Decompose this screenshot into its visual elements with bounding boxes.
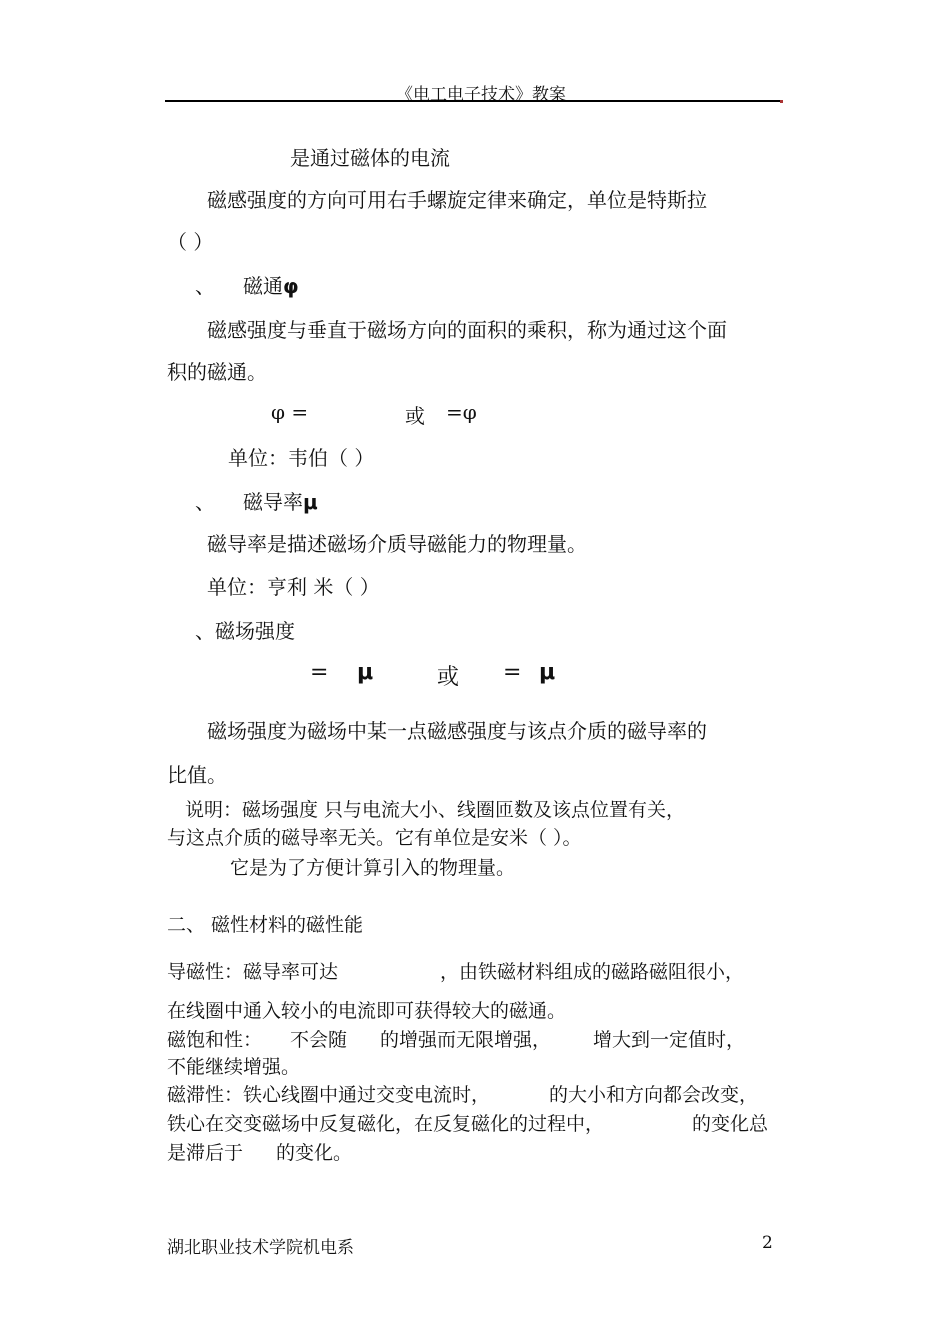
formula-flux-left: φ = bbox=[271, 400, 309, 424]
text-line: 单位：韦伯（ ） bbox=[228, 446, 375, 470]
text-line: 单位：亨利 米（ ） bbox=[207, 575, 380, 599]
header-rule bbox=[165, 100, 783, 102]
section-heading-permeability bbox=[243, 486, 318, 515]
footer-institution: 湖北职业技术学院机电系 bbox=[167, 1238, 354, 1258]
section-mark: 、 bbox=[195, 490, 215, 514]
text-line: 磁感强度的方向可用右手螺旋定律来确定，单位是特斯拉 bbox=[207, 188, 707, 212]
heading-label: 磁通 bbox=[243, 274, 283, 298]
text-line: 在线圈中通入较小的电流即可获得较大的磁通。 bbox=[167, 1000, 567, 1022]
text-line: 的增强而无限增强， bbox=[380, 1029, 552, 1051]
text-line: ，由铁磁材料组成的磁路磁阻很小， bbox=[440, 961, 745, 983]
text-line: 导磁性：磁导率可达 bbox=[167, 961, 339, 983]
text-line: 磁场强度为磁场中某一点磁感强度与该点介质的磁导率的 bbox=[207, 719, 707, 743]
formula-flux-right: =φ bbox=[446, 400, 477, 424]
text-line: 增大到一定值时， bbox=[593, 1029, 746, 1051]
text-line: 的大小和方向都会改变， bbox=[549, 1084, 759, 1106]
text-line: 磁导率是描述磁场介质导磁能力的物理量。 bbox=[207, 532, 587, 556]
text-line: 不能继续增强。 bbox=[167, 1056, 301, 1078]
header-rule-mark bbox=[780, 100, 783, 103]
formula-or: 或 bbox=[405, 404, 425, 428]
text-line: 说明：磁场强度 只与电流大小、线圈匝数及该点位置有关， bbox=[185, 799, 686, 821]
text-line: 的变化总 bbox=[692, 1113, 769, 1135]
page-number: 2 bbox=[762, 1233, 773, 1253]
page-header-title: 《电工电子技术》教案 bbox=[396, 85, 566, 105]
section-heading-magnetic-properties: 二、 磁性材料的磁性能 bbox=[167, 914, 364, 936]
text-line: 磁饱和性： bbox=[167, 1029, 263, 1051]
section-mark: 、 bbox=[195, 274, 215, 298]
heading-label: 磁导率 bbox=[243, 490, 303, 514]
mu-symbol: μ bbox=[303, 490, 318, 514]
text-line: 是滞后于 bbox=[167, 1142, 244, 1164]
mu-symbol: μ bbox=[357, 660, 374, 685]
text-line: 磁感强度与垂直于磁场方向的面积的乘积，称为通过这个面 bbox=[207, 318, 727, 342]
section-heading-field-strength: 、磁场强度 bbox=[195, 619, 295, 643]
text-line: 比值。 bbox=[167, 763, 227, 787]
text-line: 磁滞性：铁心线圈中通过交变电流时， bbox=[167, 1084, 491, 1106]
text-line: 是通过磁体的电流 bbox=[290, 146, 450, 170]
phi-symbol: φ bbox=[283, 274, 299, 298]
mu-symbol: μ bbox=[539, 660, 556, 685]
formula-or: 或 bbox=[437, 665, 460, 690]
text-line: 与这点介质的磁导率无关。它有单位是安米（ ）。 bbox=[167, 827, 582, 849]
text-line: 铁心在交变磁场中反复磁化，在反复磁化的过程中， bbox=[167, 1113, 605, 1135]
text-line: 它是为了方便计算引入的物理量。 bbox=[230, 857, 516, 879]
text-line: 积的磁通。 bbox=[167, 360, 267, 384]
text-line: （ ） bbox=[167, 230, 214, 254]
text-line: 的变化。 bbox=[276, 1142, 353, 1164]
text-line: 不会随 bbox=[290, 1029, 348, 1051]
section-heading-flux bbox=[243, 270, 299, 299]
formula-eq: = bbox=[310, 660, 329, 685]
formula-eq: = bbox=[503, 660, 522, 685]
